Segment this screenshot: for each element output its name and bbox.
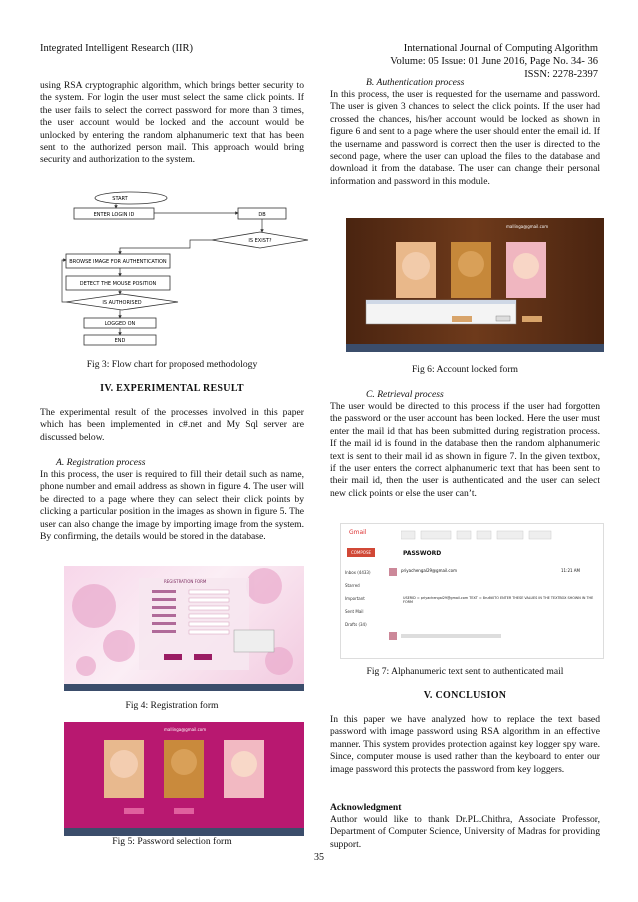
section4-heading: IV. EXPERIMENTAL RESULT	[100, 383, 244, 394]
section4-text: The experimental result of the processes involved in this paper which has been implemented in c#.net and My Sql server are discussed below.	[40, 407, 304, 443]
fig7-time: 11:21 AM	[561, 568, 580, 573]
subsection-c-heading: C. Retrieval process	[366, 389, 444, 400]
section5-text: In this paper we have analyzed how to replace the text based password with image password using RSA algorithm in an effective manner. This system provides protection against key logger spy ware. Since, computer mouse is used rather than the keyboard to enter our image password this protects the password from key loggers.	[330, 714, 600, 775]
subsection-a-heading: A. Registration process	[56, 457, 146, 468]
page-number: 35	[314, 852, 324, 863]
fc-start-label: START	[112, 196, 128, 202]
left-intro-text: using RSA cryptographic algorithm, which brings better security to the system. For login the user must select the same click points. If the user fails to select the correct password for more than 3 times, the user account would be locked and the account would be unlocked by entering the random alphanumeric text that has been sent to the authorized person mail. This approach would bring security and authorization to the system.	[40, 80, 304, 166]
fc-end-label: END	[114, 338, 126, 344]
fig7-toolbar	[401, 527, 581, 537]
fc-browse-label: BROWSE IMAGE FOR AUTHENTICATION	[69, 259, 167, 265]
fc-detect-label: DETECT THE MOUSE POSITION	[79, 281, 157, 287]
journal-header-right	[390, 42, 598, 81]
fig6-screenshot	[346, 218, 604, 352]
fig7-sidebar	[345, 566, 371, 631]
fc-authorised-label: IS AUTHORISED	[102, 300, 142, 306]
subsection-c-text: The user would be directed to this process if the user had forgotten the password or the user account has been locked. Here the user must enter the mail id that has been submitted during registration process. If the mail id is found in the database then the random alphanumeric text is sent to their mail id as shown in figure 7. In the given textbox, if the user enters the correct alphanumeric text that has been sent to their mail id, then the user is authenticated and the user can select new click points or else the user can’t.	[330, 401, 600, 499]
fig5-caption: Fig 5: Password selection form	[112, 836, 232, 847]
fig7-caption: Fig 7: Alphanumeric text sent to authenticated mail	[366, 666, 564, 677]
fig7-subject: PASSWORD	[403, 550, 442, 557]
fig5-screenshot	[64, 722, 304, 836]
fig4-caption: Fig 4: Registration form	[125, 700, 219, 711]
fig7-avatar-2	[389, 632, 397, 640]
fig7-sidebar-starred: Starred	[345, 583, 360, 588]
journal-issn: ISSN: 2278-2397	[524, 69, 598, 80]
ack-text: Author would like to thank Dr.PL.Chithra, Associate Professor, Department of Computer Science, University of Madras for providing support.	[330, 814, 600, 850]
subsection-b-text: In this process, the user is requested for the username and password. The user is given 3 chances to select the click points. If the user had crossed the chances, his/her account would be locked as shown in figure 6 and sent to a page where the user should enter the email id. If the username and password is correct then the user is directed to the second page, where the user can upload the files to the database and download it from the database. The user can change their personal information and password in this module.	[330, 89, 600, 187]
fc-start-node	[95, 192, 167, 204]
fig7-body: USERID = priyachengal29@gmail.com TEXT = 8ru6t0TO ENTER THESE VALUES IN THE TEXTBOX SHOWN IN THE FORM	[403, 596, 594, 604]
fig7-sidebar-drafts: Drafts (34)	[345, 622, 367, 627]
section5-heading: V. CONCLUSION	[423, 690, 507, 701]
subsection-b-heading: B. Authentication process	[366, 77, 465, 88]
fig7-sender: priyachengal29@gmail.com	[401, 568, 457, 573]
fc-logged-label: LOGGED ON	[104, 321, 136, 327]
fig5-email: mallinga@gmail.com	[164, 727, 207, 732]
fc-db-label: DB	[258, 212, 266, 218]
fig7-gmail-label: Gmail	[349, 529, 367, 536]
fig7-screenshot	[340, 523, 604, 659]
fig7-avatar	[389, 568, 397, 576]
fig3-flowchart	[60, 188, 310, 350]
fig7-compose-button: COMPOSE	[347, 548, 375, 557]
fig4-screenshot	[64, 566, 304, 691]
fig7-reply-box	[401, 634, 501, 638]
journal-volume: Volume: 05 Issue: 01 June 2016, Page No. 34- 36	[390, 56, 598, 67]
fig4-form-title: REGISTRATION FORM	[164, 579, 207, 584]
fig7-sidebar-sent: Sent Mail	[345, 609, 364, 614]
journal-name-left: Integrated Intelligent Research (IIR)	[40, 43, 194, 54]
ack-heading: Acknowledgment	[330, 802, 402, 813]
fig7-sidebar-important: Important	[345, 596, 365, 601]
journal-title: International Journal of Computing Algorithm	[403, 43, 598, 54]
fig6-email: mallinga@gmail.com	[506, 224, 549, 229]
fig3-caption: Fig 3: Flow chart for proposed methodology	[86, 359, 258, 370]
fc-login-label: ENTER LOGIN ID	[93, 212, 135, 218]
fc-exist-label: IS EXIST?	[248, 238, 272, 244]
subsection-a-text: In this process, the user is required to fill their detail such as name, phone number and email address as shown in figure 4. The user will be directed to a page where they can select their click points by clicking a particular position in the images as shown in figure 5. The user can also change the image by importing image from the system. By confirming, the details would be stored in the database.	[40, 469, 304, 543]
fig7-sidebar-inbox: Inbox (4433)	[345, 570, 371, 575]
fig6-caption: Fig 6: Account locked form	[411, 364, 519, 375]
